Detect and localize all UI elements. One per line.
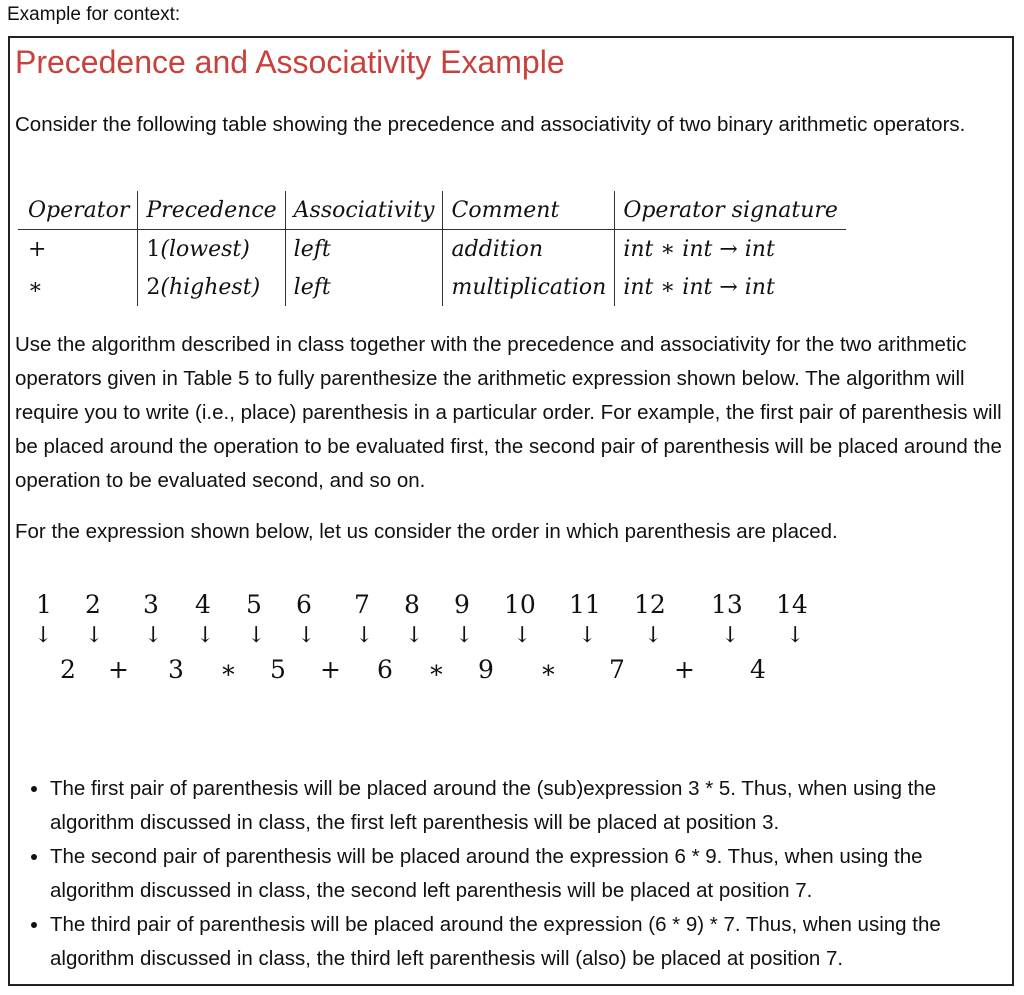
expression-token: + <box>320 655 341 684</box>
expression-token: 2 <box>60 655 76 684</box>
down-arrow-icon: ↓ <box>455 623 474 648</box>
down-arrow-icon: ↓ <box>34 623 53 648</box>
down-arrow-icon: ↓ <box>144 623 163 648</box>
example-title: Precedence and Associativity Example <box>15 44 565 80</box>
precedence-number: 1 <box>146 236 161 262</box>
intro-paragraph: Consider the following table showing the precedence and associativity of two binary arithmetic operators. <box>15 113 966 136</box>
precedence-word: (highest) <box>160 274 261 300</box>
list-item: • The third pair of parenthesis will be placed around the expression (6 * 9) * 7. Thus, when using the algorithm discussed in class, the third left parenthesis will (also) be placed at position 7. <box>50 908 1010 976</box>
cell-precedence <box>138 230 285 269</box>
list-item: • The first pair of parenthesis will be placed around the (sub)expression 3 * 5. Thus, when using the algorithm discussed in class, the first left parenthesis will be placed at position 3. <box>50 772 1010 840</box>
cell-comment: addition <box>443 230 615 269</box>
expression-token: ∗ <box>220 655 237 684</box>
down-arrow-icon: ↓ <box>513 623 532 648</box>
table-row <box>18 268 846 306</box>
down-arrow-icon: ↓ <box>297 623 316 648</box>
cell-associativity: left <box>285 268 443 306</box>
explanation-list <box>22 772 1010 976</box>
precedence-word: (lowest) <box>160 236 250 262</box>
position-number: 13 <box>711 590 743 619</box>
instructions-paragraph: Use the algorithm described in class together with the precedence and associativity for the two arithmetic operators given in Table 5 to fully parenthesize the arithmetic expression shown below. The algorithm will require you to write (i.e., place) parenthesis in a particular order. For example, the first pair of parenthesis will be placed around the operation to be evaluated first, the second pair of parenthesis will be placed around the operation to be evaluated second, and so on. <box>15 333 1002 492</box>
expression-token: 3 <box>168 655 184 684</box>
expression-token: ∗ <box>540 655 557 684</box>
position-number: 7 <box>354 590 370 619</box>
cell-precedence <box>138 268 285 306</box>
down-arrow-icon: ↓ <box>247 623 266 648</box>
position-number: 10 <box>504 590 536 619</box>
down-arrow-icon: ↓ <box>786 623 805 648</box>
header-comment: Comment <box>443 191 615 230</box>
position-number: 12 <box>634 590 666 619</box>
expression-token: + <box>674 655 695 684</box>
cell-operator: + <box>28 236 47 262</box>
down-arrow-icon: ↓ <box>405 623 424 648</box>
expression-intro-paragraph: For the expression shown below, let us consider the order in which parenthesis are placed. <box>15 520 838 543</box>
precedence-number: 2 <box>146 274 161 300</box>
position-number: 1 <box>36 590 52 619</box>
position-number: 4 <box>195 590 211 619</box>
header-signature: Operator signature <box>615 191 846 230</box>
expression-token: 9 <box>478 655 494 684</box>
cell-signature: int ∗ int → int <box>615 230 846 269</box>
table-header-row <box>18 191 846 230</box>
cell-comment: multiplication <box>443 268 615 306</box>
down-arrow-icon: ↓ <box>355 623 374 648</box>
table-row <box>18 230 846 269</box>
header-precedence: Precedence <box>138 191 285 230</box>
position-number: 9 <box>454 590 470 619</box>
context-label: Example for context: <box>7 4 181 25</box>
position-number: 6 <box>296 590 312 619</box>
position-number: 3 <box>143 590 159 619</box>
list-item: • The second pair of parenthesis will be placed around the expression 6 * 9. Thus, when using the algorithm discussed in class, the second left parenthesis will be placed at position 7. <box>50 840 1010 908</box>
cell-operator: ∗ <box>28 274 43 300</box>
down-arrow-icon: ↓ <box>644 623 663 648</box>
expression-token: 5 <box>270 655 286 684</box>
down-arrow-icon: ↓ <box>578 623 597 648</box>
example-frame <box>8 36 1014 986</box>
position-number: 5 <box>246 590 262 619</box>
expression-token: ∗ <box>428 655 445 684</box>
cell-signature: int ∗ int → int <box>615 268 846 306</box>
expression-token: 6 <box>377 655 393 684</box>
expression-token: + <box>108 655 129 684</box>
down-arrow-icon: ↓ <box>196 623 215 648</box>
position-number: 8 <box>404 590 420 619</box>
position-number: 11 <box>569 590 601 619</box>
expression-token: 4 <box>750 655 766 684</box>
down-arrow-icon: ↓ <box>85 623 104 648</box>
expression-token: 7 <box>609 655 625 684</box>
position-number: 14 <box>776 590 808 619</box>
header-operator: Operator <box>18 191 138 230</box>
operator-table <box>18 191 846 306</box>
position-number: 2 <box>85 590 101 619</box>
cell-associativity: left <box>285 230 443 269</box>
down-arrow-icon: ↓ <box>721 623 740 648</box>
header-associativity: Associativity <box>285 191 443 230</box>
